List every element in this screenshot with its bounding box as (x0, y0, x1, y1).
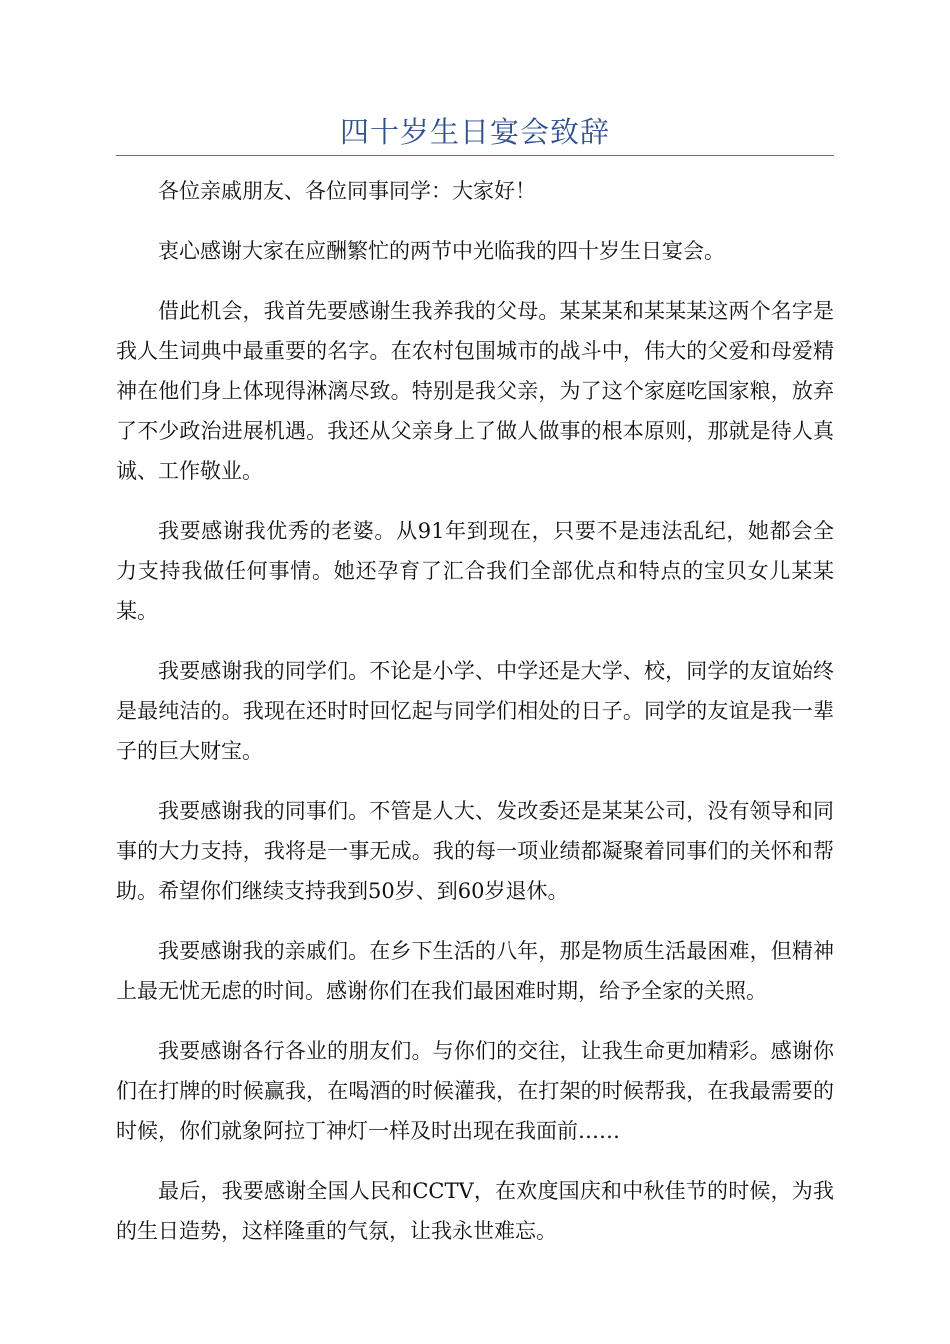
paragraph-colleagues: 我要感谢我的同事们。不管是人大、发改委还是某某公司，没有领导和同事的大力支持，我将是一事无成。我的每一项业绩都凝聚着同事们的关怀和帮助。希望你们继续支持我到50岁、到60岁退休。 (116, 799, 834, 903)
document-title: 四十岁生日宴会致辞 (339, 115, 610, 149)
paragraph-greeting: 各位亲戚朋友、各位同事同学：大家好！ (158, 179, 536, 203)
document-body (116, 171, 834, 1271)
paragraph-friends: 我要感谢各行各业的朋友们。与你们的交往，让我生命更加精彩。感谢你们在打牌的时候赢我，在喝酒的时候灌我，在打架的时候帮我，在我最需要的时候，你们就象阿拉丁神灯一样及时出现在我面前…… (116, 1039, 834, 1143)
paragraph-wife: 我要感谢我优秀的老婆。从91年到现在，只要不是违法乱纪，她都会全力支持我做任何事情。她还孕育了汇合我们全部优点和特点的宝贝女儿某某某。 (116, 519, 834, 623)
paragraph-closing: 最后，我要感谢全国人民和CCTV，在欢度国庆和中秋佳节的时候，为我的生日造势，这样隆重的气氛，让我永世难忘。 (116, 1179, 834, 1243)
paragraph-thanks: 衷心感谢大家在应酬繁忙的两节中光临我的四十岁生日宴会。 (158, 239, 725, 263)
paragraph-relatives: 我要感谢我的亲戚们。在乡下生活的八年，那是物质生活最困难，但精神上最无忧无虑的时间。感谢你们在我们最困难时期，给予全家的关照。 (116, 939, 834, 1003)
paragraph-classmates: 我要感谢我的同学们。不论是小学、中学还是大学、校，同学的友谊始终是最纯洁的。我现在还时时回忆起与同学们相处的日子。同学的友谊是我一辈子的巨大财宝。 (116, 659, 834, 763)
title-underline (116, 155, 834, 156)
paragraph-parents: 借此机会，我首先要感谢生我养我的父母。某某某和某某某这两个名字是我人生词典中最重要的名字。在农村包围城市的战斗中，伟大的父爱和母爱精神在他们身上体现得淋漓尽致。特别是我父亲，为了这个家庭吃国家粮，放弃了不少政治进展机遇。我还从父亲身上了做人做事的根本原则，那就是待人真诚、工作敬业。 (116, 299, 834, 483)
